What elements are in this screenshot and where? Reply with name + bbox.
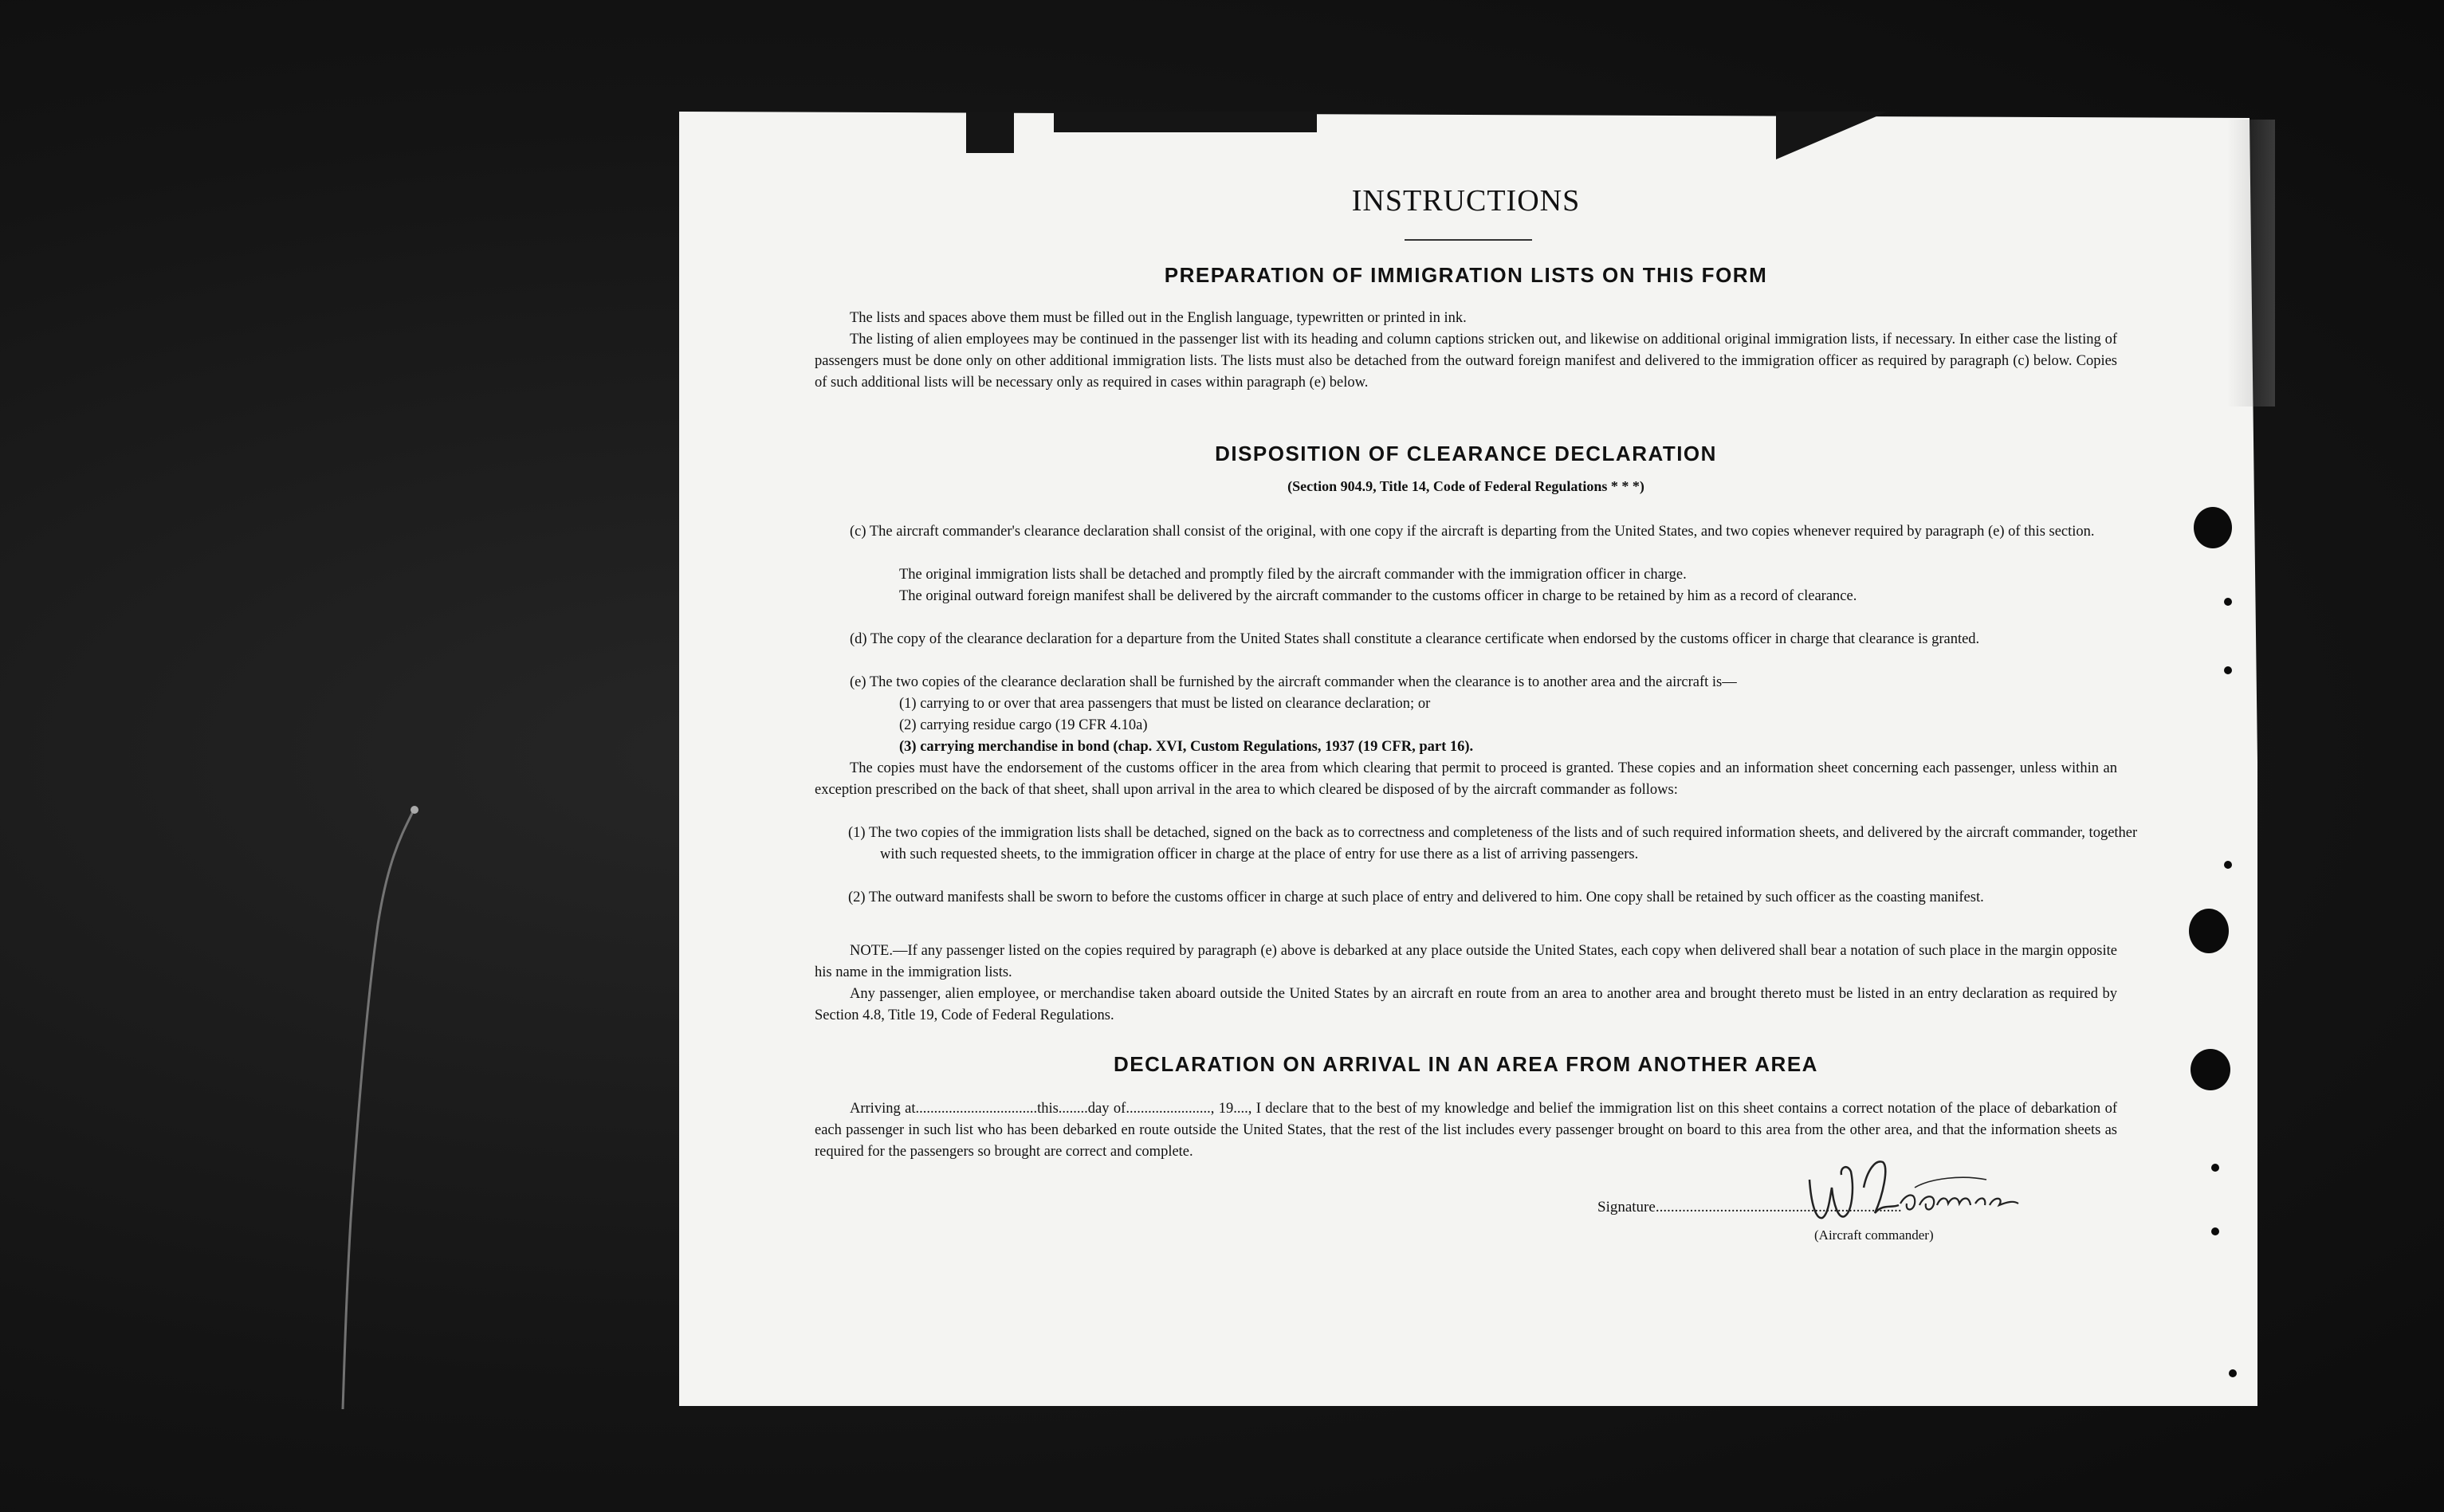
- disposition-paragraph-c2: The original immigration lists shall be detached and promptly filed by the aircraft commander with the immigration officer in charge.: [899, 567, 1687, 583]
- disposition-any-passenger: Any passenger, alien employee, or merchandise taken aboard outside the United States by an aircraft en route from an area to another area and brought thereto must be listed in an entry declaration as required by Section 4.8, Title 19, Code of Federal Regulations.: [815, 986, 2117, 1023]
- title-underline: [1405, 239, 1532, 241]
- disposition-paragraph-c: (c) The aircraft commander's clearance declaration shall consist of the original, with one copy if the aircraft is departing from the United States, and two copies whenever required by paragraph (e) of this section.: [850, 524, 2095, 540]
- preparation-heading: PREPARATION OF IMMIGRATION LISTS ON THIS FORM: [1164, 263, 1768, 287]
- punch-hole: [2211, 1227, 2219, 1235]
- punch-hole: [2224, 666, 2232, 674]
- punch-hole: [2191, 1049, 2230, 1090]
- page-tab-notch: [966, 112, 1014, 153]
- disposition-note: NOTE.—If any passenger listed on the copies required by paragraph (e) above is debarked at any place outside the United States, each copy when delivered shall bear a notation of such place in the margin opposite his name in the immigration lists.: [815, 943, 2117, 980]
- punch-hole: [2194, 507, 2232, 548]
- disposition-heading: DISPOSITION OF CLEARANCE DECLARATION: [1215, 442, 1717, 465]
- disposition-item-e2: (2) carrying residue cargo (19 CFR 4.10a): [899, 717, 1148, 733]
- page-title: INSTRUCTIONS: [1351, 184, 1581, 218]
- signature-caption: (Aircraft commander): [1814, 1227, 1934, 1243]
- disposition-item-f2: (2) The outward manifests shall be sworn to before the customs officer in charge at such place of entry and delivered to him. One copy shall be retained by such officer as the coasting manifest.: [848, 890, 1984, 905]
- signature-line: Signature.................................................................: [1597, 1199, 1902, 1215]
- disposition-paragraph-d: (d) The copy of the clearance declaration for a departure from the United States shall constitute a clearance certificate when endorsed by the customs officer in charge that clearance is granted.: [850, 631, 1980, 647]
- punch-hole: [2211, 1164, 2219, 1172]
- disposition-paragraph-e: (e) The two copies of the clearance declaration shall be furnished by the aircraft commander when the clearance is to another area and the aircraft is—: [850, 674, 1737, 690]
- disposition-paragraph-c3: The original outward foreign manifest shall be delivered by the aircraft commander to the customs officer in charge to be retained by him as a record of clearance.: [899, 588, 1857, 604]
- punch-hole: [2224, 598, 2232, 606]
- disposition-item-e3: (3) carrying merchandise in bond (chap. XVI, Custom Regulations, 1937 (19 CFR, part 16).: [899, 739, 1474, 755]
- film-scratch: [325, 805, 429, 1411]
- page-shadow-edge: [2227, 120, 2275, 406]
- preparation-paragraph-1: The lists and spaces above them must be filled out in the English language, typewritten or printed in ink.: [850, 310, 1467, 326]
- preparation-paragraph-2: The listing of alien employees may be continued in the passenger list with its heading and column captions stricken out, and likewise on additional original immigration lists, if necessary. In either case the listing of passengers must be done only on other additional immigration lists. The lists must also be detached from the outward foreign manifest and delivered to the immigration officer as required by paragraph (c) below. Copies of such additional lists will be necessary only as required in cases within paragraph (e) below.: [815, 332, 2117, 391]
- disposition-subheading: (Section 904.9, Title 14, Code of Federal Regulations * * *): [1287, 478, 1644, 494]
- disposition-item-f1: (1) The two copies of the immigration lists shall be detached, signed on the back as to correctness and completeness of the lists and of such required information sheets, and delivered by the aircraft commander, together with such requested sheets, to the immigration officer in charge at the place of entry for use there as a list of arriving passengers.: [848, 825, 2138, 862]
- declaration-text: Arriving at.................................this........day of......................., 19...., I declare that to the best of my knowledge and belief the immigration list on this sheet contains a correct notation of the place of debarkation of each passenger in such list who has been debarked en route outside the United States, that the rest of the list includes every passenger brought on board to this area from the other area, and that the information sheets as required for the passengers so brought are correct and complete.: [815, 1101, 2117, 1160]
- disposition-copies-paragraph: The copies must have the endorsement of the customs officer in the area from which clearing that permit to proceed is granted. These copies and an information sheet concerning each passenger, unless within an exception prescribed on the back of that sheet, shall upon arrival in the area to which cleared be disposed of by the aircraft commander as follows:: [815, 760, 2117, 798]
- page-tab-notch: [1054, 112, 1317, 132]
- page-corner-tear: [1776, 108, 1888, 164]
- handwritten-signature: [1795, 1156, 2058, 1227]
- declaration-heading: DECLARATION ON ARRIVAL IN AN AREA FROM ANOTHER AREA: [1114, 1052, 1818, 1076]
- punch-hole: [2189, 909, 2229, 953]
- punch-hole: [2224, 861, 2232, 869]
- punch-hole: [2229, 1369, 2237, 1377]
- disposition-item-e1: (1) carrying to or over that area passengers that must be listed on clearance declaration; or: [899, 696, 1431, 712]
